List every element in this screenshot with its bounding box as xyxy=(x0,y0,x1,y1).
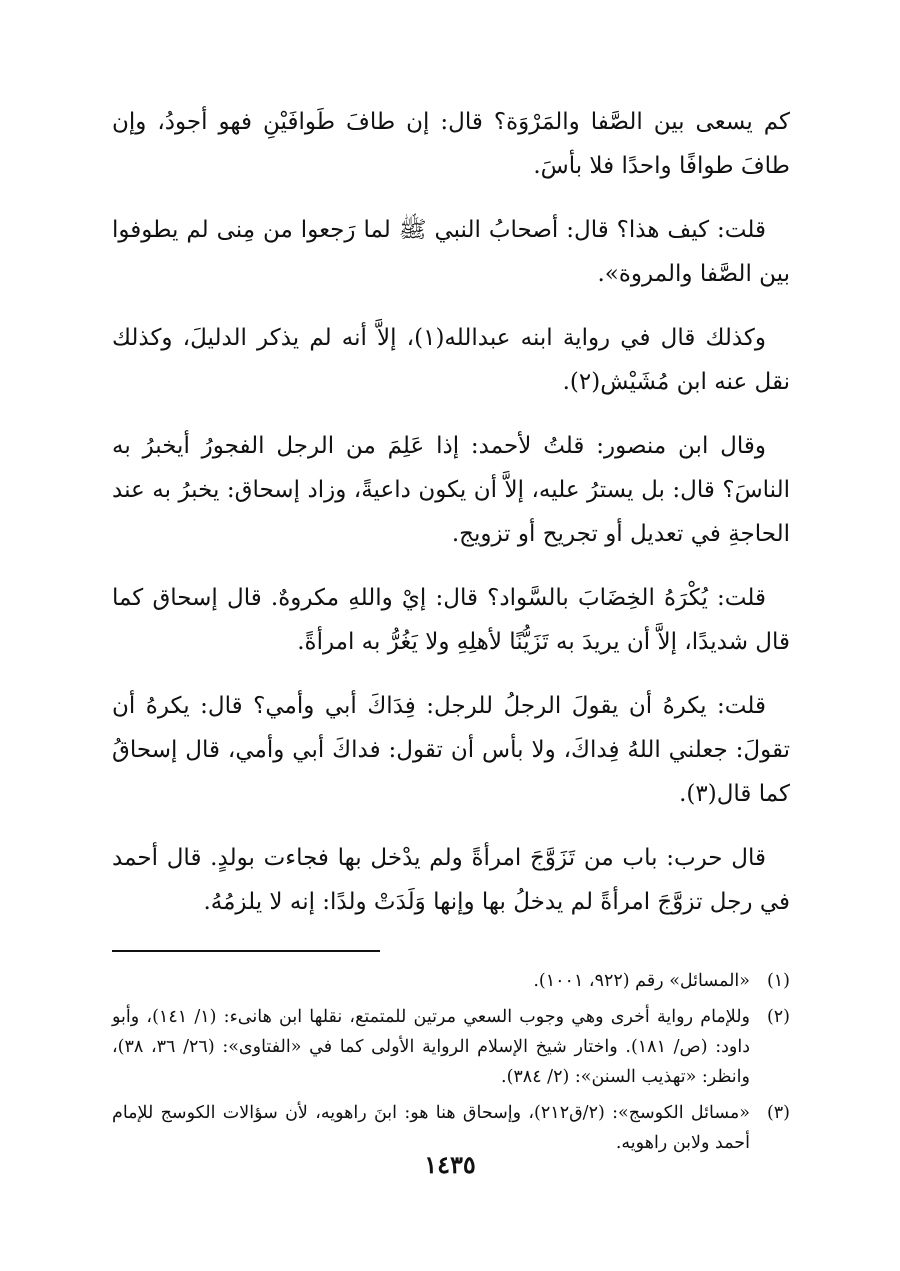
paragraph: كم يسعى بين الصَّفا والمَرْوَة؟ قال: إن طافَ طَوافَيْنِ فهو أجودُ، وإن طافَ طوافًا واحدًا فلا بأسَ. xyxy=(112,109,790,179)
main-text xyxy=(112,100,790,924)
paragraph: قلت: يُكْرَهُ الخِضَابَ بالسَّواد؟ قال: إيْ واللهِ مكروهٌ. قال إسحاق كما قال شديدًا، إلاَّ أن يريدَ به تَزَيُّنًا لأهلِهِ ولا يَغُرُّ به امرأةً. xyxy=(112,585,790,655)
paragraph: قلت: كيف هذا؟ قال: أصحابُ النبي ﷺ لما رَجعوا من مِنى لم يطوفوا بين الصَّفا والمروة». xyxy=(112,217,790,287)
footnote xyxy=(112,966,790,996)
footnote-number: (٣) xyxy=(766,1103,790,1123)
footnote-text: «المسائل» رقم (٩٢٢، ١٠٠١). xyxy=(533,971,750,991)
footnote-separator xyxy=(112,950,380,952)
footnote-number: (١) xyxy=(766,971,790,991)
page-number: ١٤٣٥ xyxy=(424,1150,476,1179)
paragraph: وكذلك قال في رواية ابنه عبدالله(١)، إلاَّ أنه لم يذكر الدليلَ، وكذلك نقل عنه ابن مُشَيْش(٢). xyxy=(112,325,790,395)
footnote-text: وللإمام رواية أخرى وهي وجوب السعي مرتين للمتمتع، نقلها ابن هانىء: (١/ ١٤١)، وأبو داود: (ص/ ١٨١). واختار شيخ الإسلام الرواية الأولى كما في «الفتاوى»: (٢٦/ ٣٦، ٣٨)، وانظر: «تهذيب السنن»: (٢/ ٣٨٤). xyxy=(112,1007,750,1087)
paragraph: وقال ابن منصور: قلتُ لأحمد: إذا عَلِمَ من الرجل الفجورُ أيخبرُ به الناسَ؟ قال: بل يسترُ عليه، إلاَّ أن يكون داعيةً، وزاد إسحاق: يخبرُ به عند الحاجةِ في تعديل أو تجريح أو تزويج. xyxy=(112,433,790,547)
footnote-text: «مسائل الكوسج»: (٢/ق٢١٢)، وإسحاق هنا هو: ابنَ راهويه، لأن سؤالات الكوسج للإمام أحمد ولابن راهويه. xyxy=(112,1103,751,1153)
footnote xyxy=(112,1002,790,1092)
paragraph: قال حرب: باب من تَزَوَّجَ امرأةً ولم يدْخل بها فجاءت بولدٍ. قال أحمد في رجل تزوَّجَ امرأةً لم يدخلُ بها وإنها وَلَدَتْ ولدًا: إنه لا يلزمُهُ. xyxy=(112,845,790,915)
footnote xyxy=(112,1098,790,1158)
paragraph: قلت: يكرهُ أن يقولَ الرجلُ للرجل: فِدَاكَ أبي وأمي؟ قال: يكرهُ أن تقولَ: جعلني اللهُ فِداكَ، ولا بأس أن تقول: فداكَ أبي وأمي، قال إسحاقُ كما قال(٣). xyxy=(112,693,790,807)
footnote-number: (٢) xyxy=(766,1007,790,1027)
footnotes xyxy=(112,966,790,1158)
